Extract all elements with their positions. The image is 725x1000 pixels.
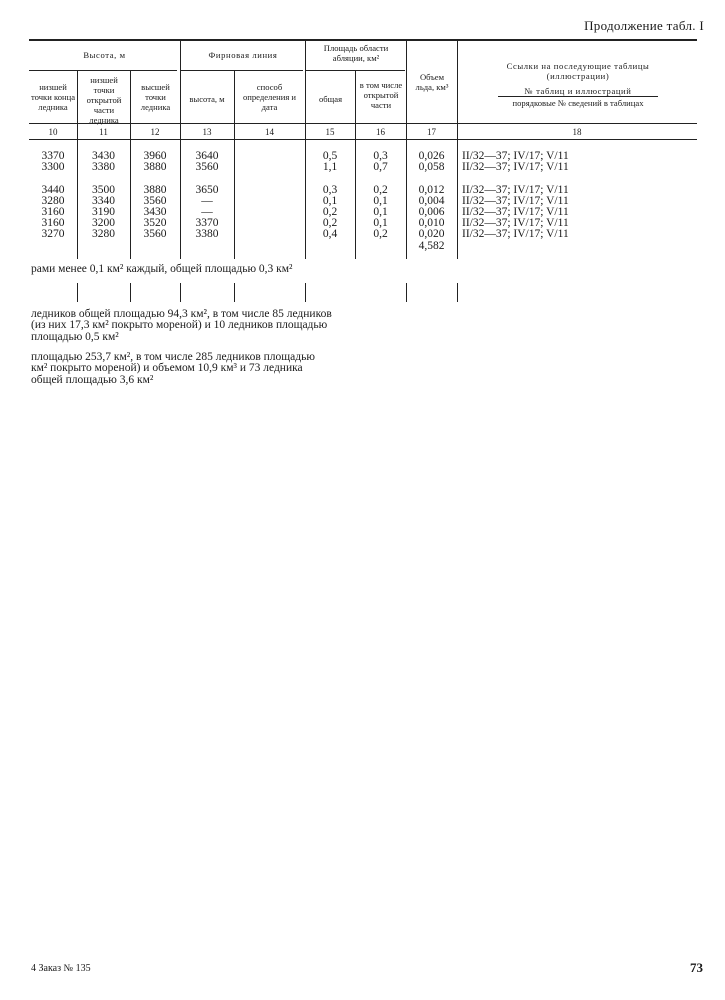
colnum-17: 17 [427,127,436,137]
table-cell: 0,3 [373,150,388,162]
header-ice-volume: Объем льда, км³ [415,72,449,92]
colnum-12: 12 [150,127,160,137]
table-cell: 3190 [92,205,115,218]
table-cell: 3880 [143,183,167,196]
table-cell: 3340 [92,194,115,207]
table-cell: 0,1 [373,194,388,207]
table-cell: II/32—37; IV/17; V/11 [462,228,569,241]
table-cell: 3300 [41,161,65,174]
col18-values [462,151,694,241]
table-cell: 0,1 [373,205,388,218]
table-cell: — [201,205,213,218]
table-cell: 3500 [92,183,115,196]
table-cell: 0,3 [322,183,338,196]
colnum-18: 18 [572,127,582,137]
table-top-rule [29,39,697,41]
note-2-line: площадью 0,5 км² [31,330,119,343]
note-1: рами менее 0,1 км² каждый, общей площадью 0,3 км² [31,263,293,275]
table-cell: II/32—37; IV/17; V/11 [462,217,569,230]
col12-values [130,151,180,241]
table-cell: 3160 [41,217,65,230]
table-cell: 3560 [195,161,219,174]
table-cell: 3960 [143,150,167,162]
header-col13: высота, м [189,94,225,104]
header-refs-sub2: порядковые № сведений в таблицах [512,98,644,108]
continuation-label: Продолжение табл. I [584,18,704,33]
table-cell: 0,004 [418,194,445,207]
table-cell: 3640 [195,150,219,162]
table-cell: 3560 [143,194,167,207]
table-cell: 1,1 [322,161,338,174]
note-3 [31,352,315,386]
header-refs-group: Ссылки на последующие таблицы (иллюстрации) [506,61,650,81]
table-cell: 0,006 [418,205,445,218]
table-cell: II/32—37; IV/17; V/11 [462,183,569,196]
note-3-line: площадью 253,7 км², в том числе 285 ледников площадью [31,351,315,363]
table-cell: 3270 [41,228,65,241]
table-cell: II/32—37; IV/17; V/11 [462,150,569,162]
col-divider-13-14 [234,70,235,259]
table-cell: II/32—37; IV/17; V/11 [462,161,569,174]
header-group-rule-height [29,70,177,71]
table-cell: 0,010 [418,217,445,230]
colnum-13: 13 [202,127,212,137]
tick-mark [305,283,306,302]
col10-values [29,151,77,241]
table-cell: 0,1 [322,194,338,207]
col16-values [355,151,406,241]
col-divider-17-18 [457,39,458,259]
tick-mark [457,283,458,302]
col11-values [77,151,130,241]
header-ablation-group: Площадь области абляции, км² [323,43,389,63]
table-cell: 0,2 [322,217,338,230]
table-cell: 3430 [92,150,115,162]
table-cell: 0,2 [322,205,338,218]
colnum-11: 11 [99,127,108,137]
page-number: 73 [690,960,703,975]
table-cell: 0,058 [418,161,445,174]
note-3-line: общей площадью 3,6 км² [31,373,154,386]
note-2-line: ледников общей площадью 94,3 км², в том числе 85 ледников [31,308,332,320]
table-cell: II/32—37; IV/17; V/11 [462,194,569,207]
header-col11: низшей точки открытой части ледника [86,75,122,125]
table-cell: 3280 [41,194,65,207]
table-cell: 3440 [41,183,65,196]
volume-total: 4,582 [418,239,445,252]
table-cell: 3380 [92,161,115,174]
table-cell: 3650 [195,183,219,196]
table-cell: 0,5 [322,150,338,162]
table-cell: 3430 [143,205,167,218]
tick-mark [234,283,235,302]
header-height-group: Высота, м [83,50,126,60]
footer-order: 4 Заказ № 135 [31,963,91,974]
table-cell: 3380 [195,228,219,241]
table-cell: 3200 [92,217,115,230]
table-cell: 0,2 [373,183,388,196]
table-cell: 3280 [92,228,115,241]
note-2-line: (из них 17,3 км² покрыто мореной) и 10 ледников площадью [31,319,328,332]
header-col12: высшей точки ледника [140,82,171,112]
col17-values [406,151,457,252]
refs-sub-rule [498,96,658,97]
table-cell: 0,7 [373,161,388,174]
header-col14: способ определения и дата [242,82,297,112]
colnum-15: 15 [325,127,335,137]
table-cell: 3880 [143,161,167,174]
table-cell: 0,1 [373,217,388,230]
table-cell: 0,020 [418,228,445,241]
table-cell: 3370 [41,150,65,162]
header-group-rule-firn [180,70,303,71]
table-cell: 3560 [143,228,167,241]
table-cell: 0,012 [418,183,445,196]
table-cell: 0,4 [322,228,338,241]
colnum-16: 16 [376,127,385,137]
table-cell: 3160 [41,205,65,218]
table-cell: 0,2 [373,228,388,241]
table-cell: 3520 [143,217,167,230]
col15-values [305,151,355,241]
header-col15: общая [318,94,343,104]
note-2 [31,309,332,343]
note-3-line: км² покрыто мореной) и объемом 10,9 км³ и 73 ледника [31,362,303,375]
tick-mark [130,283,131,302]
header-col16: в том числе открытой части [359,80,403,110]
tick-mark [406,283,407,302]
table-cell: 0,026 [418,150,445,162]
table-cell: II/32—37; IV/17; V/11 [462,205,569,218]
header-firn-group: Фирновая линия [208,50,278,60]
tick-mark [77,283,78,302]
tick-mark [180,283,181,302]
table-cell: 3370 [195,217,219,230]
header-col10: низшей точки конца ледника [31,82,76,112]
col13-values [180,151,234,241]
table-cell: — [201,194,213,207]
colnum-10: 10 [48,127,58,137]
colnum-14: 14 [265,127,274,137]
header-refs-sub1: № таблиц и иллюстраций [524,86,632,96]
